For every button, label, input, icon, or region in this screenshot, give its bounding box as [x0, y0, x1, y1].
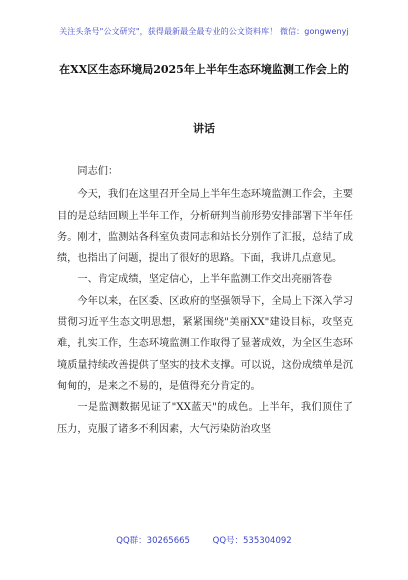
header-banner: 关注头条号"公文研究"，获得最新最全最专业的公文资料库！ 微信：gongwenyj — [59, 27, 349, 36]
document-title: 在XX区生态环境局2025年上半年生态环境监测工作会上的 — [59, 63, 349, 76]
document-body — [57, 161, 353, 440]
footer-contact — [0, 534, 408, 546]
document-subtitle: 讲话 — [193, 122, 215, 135]
paragraph-1: 今天，我们在这里召开全局上半年生态环境监测工作会，主要目的是总结回顾上半年工作，分析研判当前形势安排部署下半年任务。刚才，监测站各科室负责同志和站长分别作了汇报，总结了成绩，也指出了问题，提出了很好的思路。下面，我讲几点意见。 — [57, 189, 353, 265]
section-heading-1: 一、肯定成绩，坚定信心，上半年监测工作交出亮丽答卷 — [77, 274, 333, 286]
greeting: 同志们： — [77, 166, 119, 177]
footer-qq-group: QQ群：30265665 — [116, 536, 190, 546]
paragraph-2: 今年以来，在区委、区政府的坚强领导下，全局上下深入学习贯彻习近平生态文明思想，紧紧围绕"美丽XX"建设目标，攻坚克难，扎实工作，生态环境监测工作取得了显著成效，为全区生态环境质量持续改善提供了坚实的技术支撑。可以说，这份成绩单是沉甸甸的，是来之不易的，是值得充分肯定的。 — [57, 295, 353, 392]
footer-qq-number: QQ号：535304092 — [212, 536, 292, 546]
paragraph-3: 一是监测数据见证了"XX蓝天"的成色。上半年，我们顶住了压力，克服了诸多不利因素，大气污染防治攻坚 — [57, 402, 353, 435]
